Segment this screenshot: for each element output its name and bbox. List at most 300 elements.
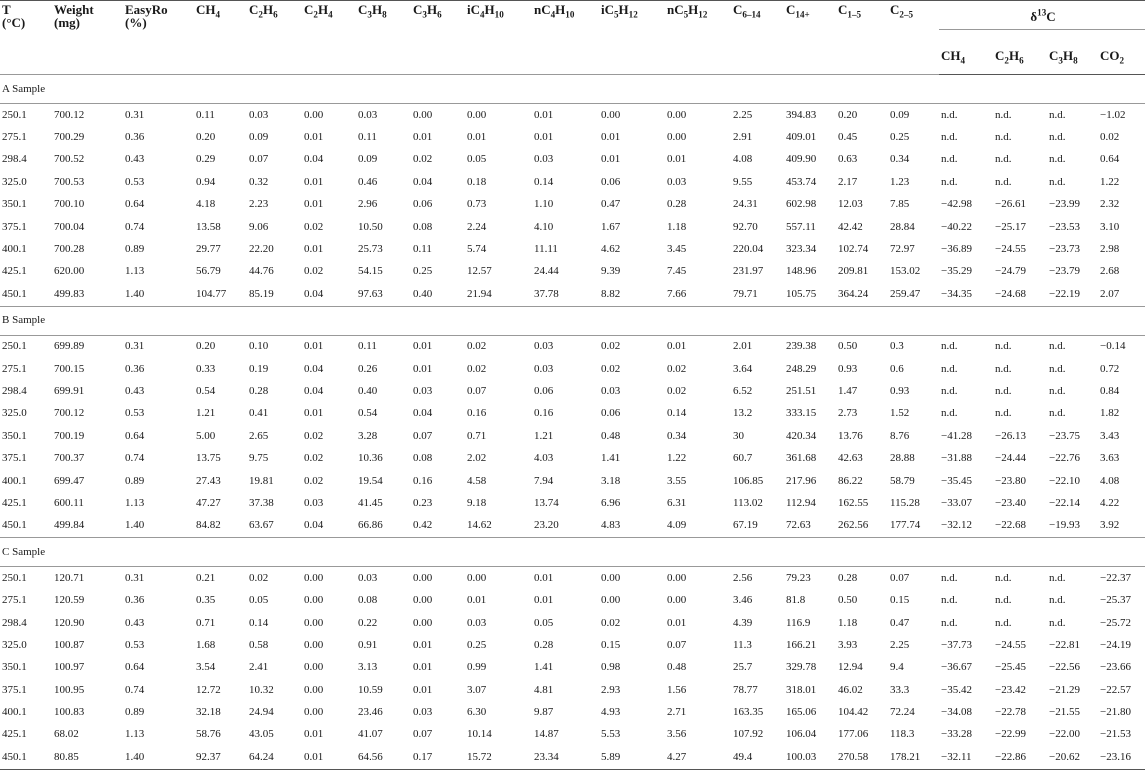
table-cell: −41.28 [941, 429, 972, 442]
table-cell: 425.1 [2, 496, 27, 509]
table-row [0, 679, 1145, 701]
table-cell: 2.32 [1100, 198, 1120, 211]
table-cell: 0.40 [358, 384, 378, 397]
table-cell: 0.01 [601, 153, 621, 166]
table-cell: −23.16 [1098, 746, 1145, 769]
table-cell: 0.01 [304, 243, 324, 256]
table-cell: 0.02 [467, 362, 487, 375]
table-cell: 394.83 [786, 108, 817, 121]
table-cell: 0.02 [304, 474, 324, 487]
table-cell: 3.46 [733, 594, 753, 607]
table-cell: 1.68 [196, 638, 216, 651]
table-cell: 298.4 [2, 384, 27, 397]
table-cell: 153.02 [890, 265, 921, 278]
table-cell: 0.01 [413, 683, 433, 696]
table-cell: 84.82 [196, 519, 221, 532]
table-cell: 0.31 [125, 108, 145, 121]
table-cell: 450.1 [2, 519, 27, 532]
table-cell: 0.58 [249, 638, 269, 651]
table-cell: 120.71 [54, 571, 85, 584]
table-cell: 0.02 [667, 384, 687, 397]
table-cell: −22.57 [1100, 683, 1131, 696]
table-cell: −19.93 [1049, 519, 1080, 532]
table-cell: 1.41 [534, 661, 554, 674]
table-cell: 3.43 [1100, 429, 1120, 442]
table-cell: 1.82 [1100, 407, 1120, 420]
section-row [0, 538, 1145, 567]
table-cell: 361.68 [786, 452, 817, 465]
table-cell: 0.71 [467, 429, 487, 442]
table-cell: 120.90 [54, 616, 85, 629]
table-cell: 0.02 [304, 429, 324, 442]
table-cell: 298.4 [2, 616, 27, 629]
table-row [0, 126, 1145, 148]
table-cell: 0.93 [890, 384, 910, 397]
table-cell: 0.01 [534, 131, 554, 144]
table-cell: 0.20 [196, 340, 216, 353]
table-cell: 700.10 [54, 198, 85, 211]
table-cell: 1.40 [123, 746, 194, 769]
table-cell: 0.00 [667, 108, 687, 121]
table-cell: 100.97 [54, 661, 85, 674]
table-cell: 0.09 [358, 153, 378, 166]
table-cell: −33.28 [941, 728, 972, 741]
table-cell: 0.72 [1100, 362, 1120, 375]
table-cell: 0.00 [304, 594, 324, 607]
table-cell: −35.42 [941, 683, 972, 696]
table-cell: 0.43 [125, 153, 145, 166]
table-cell: 7.94 [534, 474, 554, 487]
table-cell: 700.29 [54, 131, 85, 144]
table-cell: 0.03 [249, 108, 269, 121]
table-cell: n.d. [995, 362, 1012, 375]
table-cell: 0.34 [890, 153, 910, 166]
table-cell: 80.85 [52, 746, 123, 769]
table-cell: 0.03 [467, 616, 487, 629]
table-cell: 0.36 [125, 594, 145, 607]
table-cell: 600.11 [54, 496, 84, 509]
table-row [0, 612, 1145, 634]
table-cell: 2.91 [733, 131, 753, 144]
table-cell: n.d. [1049, 384, 1066, 397]
table-cell: 0.02 [1100, 131, 1120, 144]
table-cell: 9.4 [890, 661, 904, 674]
table-cell: 0.33 [196, 362, 216, 375]
table-row [0, 634, 1145, 656]
table-cell: −34.08 [941, 706, 972, 719]
table-cell: −42.98 [941, 198, 972, 211]
table-cell: −35.45 [941, 474, 972, 487]
table-cell: 350.1 [2, 198, 27, 211]
table-cell: 400.1 [2, 243, 27, 256]
table-cell: 0.50 [838, 340, 858, 353]
table-cell: 13.58 [196, 220, 221, 233]
table-cell: 3.18 [601, 474, 621, 487]
table-cell: 1.40 [125, 287, 145, 300]
table-cell: 3.54 [196, 661, 216, 674]
table-cell: 0.3 [890, 340, 904, 353]
table-cell: 0.01 [413, 638, 433, 651]
table-cell: 29.77 [196, 243, 221, 256]
table-row [0, 149, 1145, 171]
table-cell: 79.23 [786, 571, 811, 584]
table-cell: 104.42 [838, 706, 869, 719]
section-label: B Sample [0, 306, 1145, 335]
table-cell: n.d. [1049, 407, 1066, 420]
table-cell: n.d. [941, 340, 958, 353]
table-cell: 25.73 [358, 243, 383, 256]
table-cell: 120.59 [54, 594, 85, 607]
table-cell: 178.21 [888, 746, 939, 769]
table-cell: 105.75 [786, 287, 817, 300]
table-cell: 0.01 [304, 340, 324, 353]
table-cell: n.d. [995, 407, 1012, 420]
table-cell: 14.62 [467, 519, 492, 532]
table-cell: 0.00 [304, 108, 324, 121]
table-cell: 0.19 [249, 362, 269, 375]
table-cell: 3.63 [1100, 452, 1120, 465]
section-label: C Sample [0, 538, 1145, 567]
table-cell: 0.00 [413, 594, 433, 607]
table-cell: 2.56 [733, 571, 753, 584]
table-cell: 0.84 [1100, 384, 1120, 397]
table-cell: 46.02 [838, 683, 863, 696]
table-cell: 177.74 [890, 519, 921, 532]
table-cell: −26.61 [995, 198, 1026, 211]
table-cell: 0.28 [838, 571, 858, 584]
table-cell: 4.27 [665, 746, 731, 769]
table-cell: 0.00 [304, 683, 324, 696]
table-cell: 12.72 [196, 683, 221, 696]
table-cell: 44.76 [249, 265, 274, 278]
table-cell: 0.01 [413, 340, 433, 353]
table-cell: n.d. [941, 175, 958, 188]
col-group-delta13c: $\delta^{13}C$ [939, 1, 1145, 30]
table-cell: 364.24 [838, 287, 869, 300]
table-cell: 0.01 [467, 131, 487, 144]
table-cell: 0.91 [358, 638, 378, 651]
table-cell: 0.03 [413, 706, 433, 719]
table-cell: 0.14 [534, 175, 554, 188]
table-cell: 220.04 [733, 243, 764, 256]
table-cell: 79.71 [733, 287, 758, 300]
table-cell: 0.63 [838, 153, 858, 166]
table-row [0, 746, 1145, 769]
table-cell: 0.74 [125, 220, 145, 233]
table-cell: 0.28 [534, 638, 554, 651]
table-cell: 270.58 [836, 746, 888, 769]
table-cell: 602.98 [786, 198, 817, 211]
table-cell: 0.02 [601, 340, 621, 353]
table-cell: 23.20 [534, 519, 559, 532]
table-cell: 0.02 [304, 265, 324, 278]
table-cell: 118.3 [890, 728, 915, 741]
table-cell: 0.43 [125, 384, 145, 397]
table-cell: 0.07 [249, 153, 269, 166]
table-cell: 323.34 [786, 243, 817, 256]
table-cell: 1.13 [125, 496, 145, 509]
table-cell: 0.53 [125, 407, 145, 420]
table-cell: −22.56 [1049, 661, 1080, 674]
table-cell: 0.02 [413, 153, 433, 166]
table-cell: 0.35 [196, 594, 216, 607]
table-cell: −23.80 [995, 474, 1026, 487]
table-cell: 8.76 [890, 429, 910, 442]
table-cell: 3.93 [838, 638, 858, 651]
table-cell: 0.01 [534, 108, 554, 121]
table-cell: 60.7 [733, 452, 753, 465]
table-cell: 0.20 [838, 108, 858, 121]
table-cell: −23.66 [1100, 661, 1131, 674]
table-cell: 4.08 [1100, 474, 1120, 487]
table-cell: 116.9 [786, 616, 811, 629]
table-cell: −22.68 [995, 519, 1026, 532]
table-body [0, 75, 1145, 770]
table-cell: 0.25 [467, 638, 487, 651]
table-cell: 0.93 [838, 362, 858, 375]
table-cell: −25.17 [995, 220, 1026, 233]
table-cell: −32.11 [939, 746, 993, 769]
table-cell: 5.00 [196, 429, 216, 442]
table-cell: 699.47 [54, 474, 85, 487]
table-cell: 4.93 [601, 706, 621, 719]
table-cell: 0.00 [667, 131, 687, 144]
col-header-iso-c3h8: $C_3H_8$ [1047, 30, 1098, 75]
table-cell: 1.56 [667, 683, 687, 696]
table-cell: 453.74 [786, 175, 817, 188]
table-cell: 10.59 [358, 683, 383, 696]
table-cell: 375.1 [2, 683, 27, 696]
table-cell: 0.23 [413, 496, 433, 509]
table-row [0, 283, 1145, 306]
table-cell: 700.12 [54, 407, 85, 420]
table-cell: n.d. [941, 407, 958, 420]
table-cell: 0.43 [125, 616, 145, 629]
table-cell: −21.29 [1049, 683, 1080, 696]
table-cell: 409.90 [786, 153, 817, 166]
table-cell: n.d. [941, 131, 958, 144]
table-cell: 67.19 [733, 519, 758, 532]
table-cell: 0.01 [304, 175, 324, 188]
table-cell: 557.11 [786, 220, 816, 233]
table-cell: 0.03 [358, 571, 378, 584]
col-header-c3h8: $C_3H_8$ [356, 1, 411, 75]
table-cell: 3.64 [733, 362, 753, 375]
table-cell: 24.31 [733, 198, 758, 211]
table-cell: 0.26 [358, 362, 378, 375]
table-cell: 113.02 [733, 496, 763, 509]
table-row [0, 104, 1145, 127]
table-cell: 115.28 [890, 496, 920, 509]
table-row [0, 701, 1145, 723]
table-cell: 1.13 [125, 728, 145, 741]
table-cell: 0.40 [413, 287, 433, 300]
table-cell: 4.58 [467, 474, 487, 487]
table-cell: −32.12 [941, 519, 972, 532]
table-cell: 0.50 [838, 594, 858, 607]
table-cell: 0.03 [534, 153, 554, 166]
table-cell: 2.17 [838, 175, 858, 188]
table-cell: n.d. [941, 571, 958, 584]
table-cell: −22.00 [1049, 728, 1080, 741]
col-header-c3h6: $C_3H_6$ [411, 1, 465, 75]
table-cell: 0.06 [601, 175, 621, 188]
table-cell: 66.86 [358, 519, 383, 532]
table-cell: 700.19 [54, 429, 85, 442]
table-cell: 2.23 [249, 198, 269, 211]
table-cell: 0.07 [890, 571, 910, 584]
table-cell: 2.65 [249, 429, 269, 442]
table-cell: 0.28 [249, 384, 269, 397]
table-cell: 0.45 [838, 131, 858, 144]
table-cell: 239.38 [786, 340, 817, 353]
table-cell: 0.02 [667, 362, 687, 375]
table-cell: n.d. [995, 131, 1012, 144]
section-row [0, 75, 1145, 104]
table-cell: n.d. [995, 340, 1012, 353]
table-cell: 13.2 [733, 407, 753, 420]
table-cell: −36.89 [941, 243, 972, 256]
table-cell: 1.22 [667, 452, 687, 465]
table-cell: 0.21 [196, 571, 216, 584]
table-cell: n.d. [1049, 594, 1066, 607]
table-cell: n.d. [941, 594, 958, 607]
table-cell: 0.11 [358, 340, 377, 353]
col-header-c2h4: $C_2H_4$ [302, 1, 356, 75]
table-cell: 78.77 [733, 683, 758, 696]
table-cell: 0.01 [534, 594, 554, 607]
table-cell: −24.55 [995, 638, 1026, 651]
table-cell: 12.94 [838, 661, 863, 674]
table-cell: 0.16 [467, 407, 487, 420]
table-cell: 0.00 [467, 108, 487, 121]
table-cell: 0.04 [304, 287, 324, 300]
table-cell: −21.55 [1049, 706, 1080, 719]
table-cell: 0.09 [249, 131, 269, 144]
table-cell: 0.20 [196, 131, 216, 144]
table-cell: −31.88 [941, 452, 972, 465]
table-row [0, 171, 1145, 193]
table-cell: 4.08 [733, 153, 753, 166]
table-cell: 106.85 [733, 474, 764, 487]
table-cell: n.d. [1049, 571, 1066, 584]
table-cell: 9.06 [249, 220, 269, 233]
table-cell: 0.31 [125, 571, 145, 584]
table-cell: 2.98 [1100, 243, 1120, 256]
table-cell: 0.25 [413, 265, 433, 278]
table-cell: 217.96 [786, 474, 817, 487]
table-cell: −34.35 [941, 287, 972, 300]
table-cell: 4.18 [196, 198, 216, 211]
table-cell: n.d. [941, 153, 958, 166]
table-cell: 409.01 [786, 131, 817, 144]
table-cell: 5.74 [467, 243, 487, 256]
table-cell: 42.42 [838, 220, 863, 233]
table-cell: 92.70 [733, 220, 758, 233]
table-cell: 0.04 [304, 519, 324, 532]
table-cell: 30 [733, 429, 744, 442]
table-cell: 28.84 [890, 220, 915, 233]
table-cell: 85.19 [249, 287, 274, 300]
table-cell: 0.99 [467, 661, 487, 674]
table-cell: −22.37 [1100, 571, 1131, 584]
table-cell: 420.34 [786, 429, 817, 442]
table-cell: 11.11 [534, 243, 558, 256]
table-cell: 56.79 [196, 265, 221, 278]
table-cell: 0.01 [302, 746, 356, 769]
table-cell: 209.81 [838, 265, 869, 278]
table-cell: 1.21 [534, 429, 554, 442]
table-cell: n.d. [995, 384, 1012, 397]
table-cell: −23.40 [995, 496, 1026, 509]
table-cell: 0.25 [890, 131, 910, 144]
table-cell: −25.72 [1100, 616, 1131, 629]
col-header-c2-5: $C_{2-5}$ [888, 1, 939, 75]
table-cell: 1.47 [838, 384, 858, 397]
table-cell: 58.79 [890, 474, 915, 487]
table-cell: 329.78 [786, 661, 817, 674]
table-cell: 0.01 [304, 728, 324, 741]
table-cell: 2.93 [601, 683, 621, 696]
table-cell: 9.87 [534, 706, 554, 719]
table-cell: 4.22 [1100, 496, 1120, 509]
table-cell: 3.10 [1100, 220, 1120, 233]
table-cell: 0.01 [304, 407, 324, 420]
table-cell: 0.16 [413, 474, 433, 487]
table-cell: 41.07 [358, 728, 383, 741]
table-row [0, 238, 1145, 260]
table-cell: 0.94 [196, 175, 216, 188]
table-row [0, 403, 1145, 425]
table-cell: 4.39 [733, 616, 753, 629]
col-header-nc5h12: $nC_5H_{12}$ [665, 1, 731, 75]
table-cell: 275.1 [2, 594, 27, 607]
table-cell: 0.01 [413, 661, 433, 674]
table-cell: 1.52 [890, 407, 910, 420]
table-cell: 166.21 [786, 638, 817, 651]
table-cell: −23.79 [1049, 265, 1080, 278]
table-cell: 499.83 [54, 287, 85, 300]
table-cell: 0.03 [413, 384, 433, 397]
table-cell: −21.80 [1100, 706, 1131, 719]
table-cell: 0.00 [601, 108, 621, 121]
table-cell: 0.02 [304, 452, 324, 465]
table-cell: n.d. [995, 153, 1012, 166]
table-cell: 0.04 [413, 407, 433, 420]
table-cell: 19.54 [358, 474, 383, 487]
table-cell: 0.15 [601, 638, 621, 651]
table-cell: 0.11 [358, 131, 377, 144]
table-cell: −22.78 [995, 706, 1026, 719]
table-cell: 0.34 [667, 429, 687, 442]
table-cell: 0.06 [601, 407, 621, 420]
table-cell: 0.42 [413, 519, 433, 532]
table-cell: 5.89 [599, 746, 665, 769]
table-cell: 148.96 [786, 265, 817, 278]
table-cell: 262.56 [838, 519, 869, 532]
table-cell: 2.02 [467, 452, 487, 465]
table-cell: 2.24 [467, 220, 487, 233]
table-cell: 0.05 [467, 153, 487, 166]
table-cell: 0.04 [304, 153, 324, 166]
col-header-easyro: EasyRo (%) [123, 1, 194, 75]
col-header-temperature: T (°C) [0, 1, 52, 75]
table-cell: 2.71 [667, 706, 687, 719]
table-cell: −22.76 [1049, 452, 1080, 465]
table-cell: 700.53 [54, 175, 85, 188]
table-cell: 0.54 [358, 407, 378, 420]
col-header-nc4h10: $nC_4H_{10}$ [532, 1, 599, 75]
